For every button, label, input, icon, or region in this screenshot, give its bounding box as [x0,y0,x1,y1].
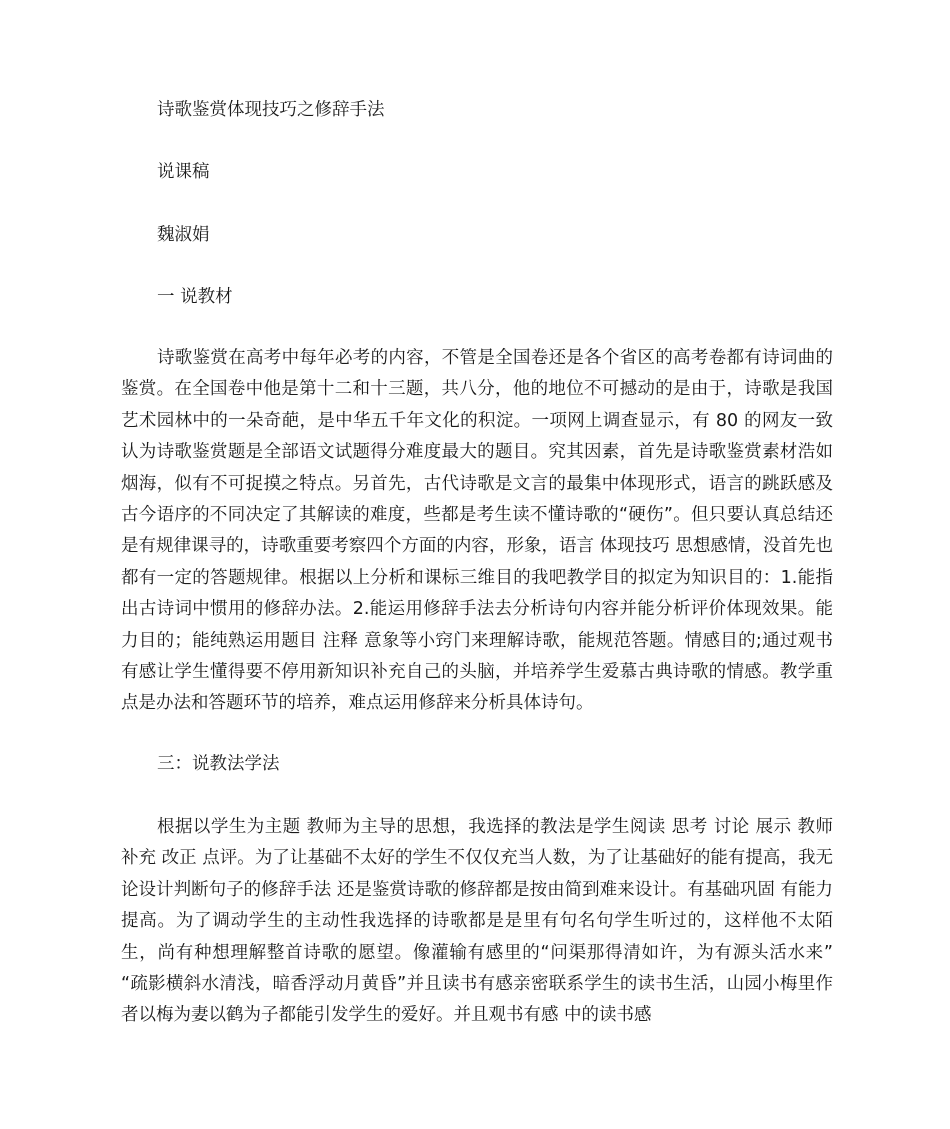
section-heading-1: 一 说教材 [157,287,233,307]
section-heading-3: 三：说教法学法 [157,754,280,774]
document-subtitle: 说课稿 [157,162,210,182]
document-title: 诗歌鉴赏体现技巧之修辞手法 [157,100,385,120]
section-paragraph-3: 根据以学生为主题 教师为主导的思想，我选择的教法是学生阅读 思考 讨论 展示 教师 补充 改正 点评。为了让基础不太好的学生不仅仅充当人数，为了让基础好的能有提高，我无论设计判断句子的修辞手法 还是鉴赏诗歌的修辞都是按由简到难来设计。有基础巩固 有能力提高。为了调动学生的主动性我选择的诗歌都是是里有句名句学生听过的，这样他不太陌生，尚有种想理解整首诗歌的愿望。像灌输有感里的“问渠那得清如许，为有源头活水来” “疏影横斜水清浅，暗香浮动月黄昏”并且读书有感亲密联系学生的读书生活，山园小梅里作者以梅为妻以鹤为子都能引发学生的爱好。并且观书有感 中的读书感 [121,817,833,1026]
section-paragraph-1: 诗歌鉴赏在高考中每年必考的内容，不管是全国卷还是各个省区的高考卷都有诗词曲的鉴赏。在全国卷中他是第十二和十三题，共八分，他的地位不可撼动的是由于，诗歌是我国艺术园林中的一朵奇葩，是中华五千年文化的积淀。一项网上调查显示，有 80 的网友一致认为诗歌鉴赏题是全部语文试题得分难度最大的题目。究其因素，首先是诗歌鉴赏素材浩如烟海，似有不可捉摸之特点。另首先，古代诗歌是文言的最集中体现形式，语言的跳跃感及古今语序的不同决定了其解读的难度，些都是考生读不懂诗歌的“硬伤”。但只要认真总结还是有规律课寻的，诗歌重要考察四个方面的内容，形象，语言 体现技巧 思想感情，没首先也都有一定的答题规律。根据以上分析和课标三维目的我吧教学目的拟定为知识目的：1.能指出古诗词中惯用的修辞办法。2.能运用修辞手法去分析诗句内容并能分析评价体现效果。能力目的；能纯熟运用题目 注释 意象等小窍门来理解诗歌，能规范答题。情感目的;通过观书有感让学生懂得要不停用新知识补充自己的头脑，并培养学生爱慕古典诗歌的情感。教学重点是办法和答题环节的培养，难点运用修辞来分析具体诗句。 [121,348,833,714]
author-name: 魏淑娟 [157,225,210,245]
